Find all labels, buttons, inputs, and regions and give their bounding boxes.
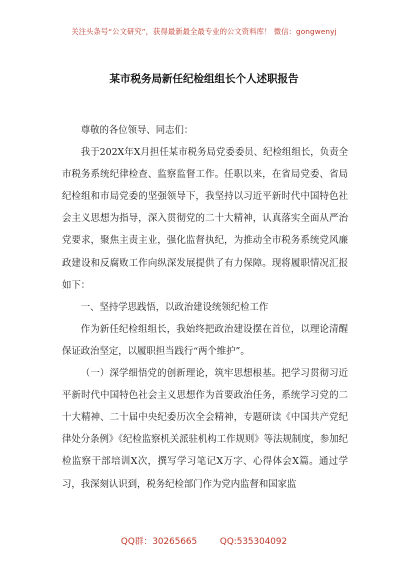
document-title: 某市税务局新任纪检组组长个人述职报告 bbox=[109, 73, 299, 85]
section-heading: 一、坚持学思践悟，以政治建设统领纪检工作 bbox=[80, 301, 269, 313]
salutation: 尊敬的各位领导、同志们： bbox=[80, 125, 194, 136]
document-body bbox=[62, 120, 348, 496]
footer-qq-group: QQ群：30265665 bbox=[120, 537, 198, 547]
footer-qq: QQ:535304092 bbox=[219, 537, 288, 547]
footer-contact bbox=[0, 534, 408, 547]
body-paragraph: 我于202X年X月担任某市税务局党委委员、纪检组组长，负责全市税务系统纪律检查、监察监督工作。任职以来，在省局党委、省局纪检组和市局党委的坚强领导下，我坚持以习近平新时代中国特色社会主义思想为指导，深入贯彻党的二十大精神，认真落实全面从严治党要求，聚焦主责主业，强化监督执纪，为推动全市税务系统党风廉政建设和反腐败工作向纵深发展提供了有力保障。现将履职情况汇报如下： bbox=[62, 147, 348, 291]
body-paragraph: （一）深学细悟党的创新理论，筑牢思想根基。把学习贯彻习近平新时代中国特色社会主义思想作为首要政治任务，系统学习党的二十大精神、二十届中央纪委历次全会精神，专题研读《中国共产党纪律处分条例》《纪检监察机关派驻机构工作规则》等法规制度，参加纪检监察干部培训X次，撰写学习笔记X万字、心得体会X篇。通过学习，我深刻认识到，税务纪检部门作为党内监督和国家监 bbox=[62, 368, 348, 490]
body-paragraph: 作为新任纪检组组长，我始终把政治建设摆在首位，以理论清醒保证政治坚定，以履职担当践行“两个维护”。 bbox=[62, 323, 348, 357]
header-promo-note: 关注头条号“公文研究”，获得最新最全最专业的公文资料库！ 微信：gongwenyj bbox=[71, 27, 337, 36]
